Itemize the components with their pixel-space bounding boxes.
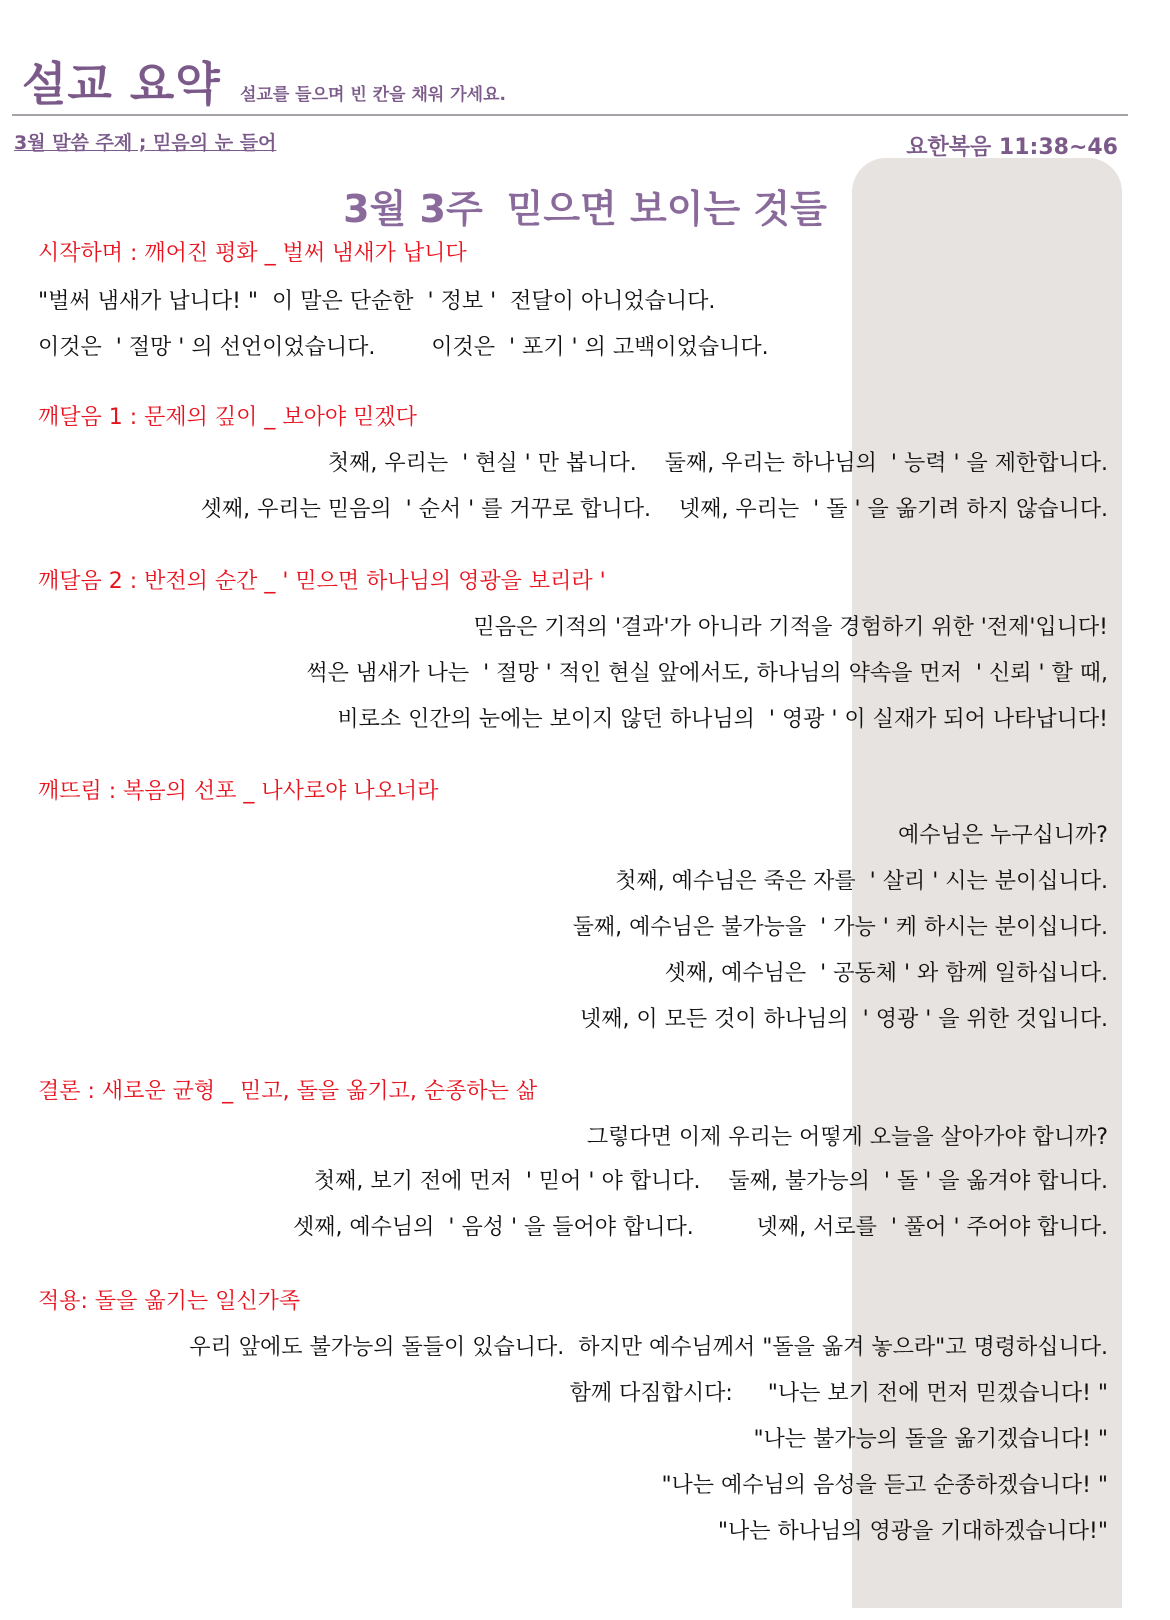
breaking-line: 첫째, 예수님은 죽은 자를 ' 살리 ' 시는 분이십니다.: [615, 869, 1108, 894]
breaking-line: 둘째, 예수님은 불가능을 ' 가능 ' 케 하시는 분이십니다.: [572, 915, 1108, 940]
header-divider: [12, 114, 1128, 116]
sermon-week: 3월 3주: [343, 187, 483, 231]
application-line: 우리 앞에도 불가능의 돌들이 있습니다. 하지만 예수님께서 "돌을 옮겨 놓으라"고 명령하십니다.: [189, 1335, 1108, 1360]
section-heading-conclusion: 결론 : 새로운 균형 _ 믿고, 돌을 옮기고, 순종하는 삶: [38, 1079, 538, 1104]
breaking-line: 예수님은 누구십니까?: [898, 823, 1108, 848]
section-heading-realization-1: 깨달음 1 : 문제의 깊이 _ 보아야 믿겠다: [38, 405, 417, 430]
intro-line: 이것은 ' 절망 ' 의 선언이었습니다. 이것은 ' 포기 ' 의 고백이었습니다.: [38, 335, 769, 360]
application-line: 함께 다짐합시다: "나는 보기 전에 먼저 믿겠습니다! ": [569, 1381, 1108, 1406]
section-heading-application: 적용: 돌을 옮기는 일신가족: [38, 1289, 301, 1314]
section-heading-realization-2: 깨달음 2 : 반전의 순간 _ ' 믿으면 하나님의 영광을 보리라 ': [38, 569, 606, 594]
application-line: "나는 하나님의 영광을 기대하겠습니다!": [717, 1519, 1108, 1544]
conclusion-line: 셋째, 예수님의 ' 음성 ' 을 들어야 합니다. 넷째, 서로를 ' 풀어 ' 주어야 합니다.: [292, 1215, 1108, 1240]
month-theme: 3월 말씀 주제 ; 믿음의 눈 들어: [14, 132, 277, 154]
intro-line: "벌써 냄새가 납니다! " 이 말은 단순한 ' 정보 ' 전달이 아니었습니다.: [38, 289, 716, 314]
breaking-line: 넷째, 이 모든 것이 하나님의 ' 영광 ' 을 위한 것입니다.: [579, 1007, 1108, 1032]
application-line: "나는 예수님의 음성을 듣고 순종하겠습니다! ": [661, 1473, 1108, 1498]
section-heading-intro: 시작하며 : 깨어진 평화 _ 벌써 냄새가 납니다: [38, 241, 467, 266]
breaking-line: 셋째, 예수님은 ' 공동체 ' 와 함께 일하십니다.: [664, 961, 1108, 986]
page-title: 설교 요약: [22, 57, 221, 111]
realization-1-line: 첫째, 우리는 ' 현실 ' 만 봅니다. 둘째, 우리는 하나님의 ' 능력 ' 을 제한합니다.: [327, 451, 1108, 476]
realization-2-line: 썩은 냄새가 나는 ' 절망 ' 적인 현실 앞에서도, 하나님의 약속을 먼저 ' 신뢰 ' 할 때,: [306, 661, 1108, 686]
scripture-reference: 요한복음 11:38~46: [906, 135, 1118, 160]
instruction-text: 설교를 들으며 빈 칸을 채워 가세요.: [240, 85, 506, 105]
section-heading-breaking: 깨뜨림 : 복음의 선포 _ 나사로야 나오너라: [38, 779, 439, 804]
conclusion-line: 첫째, 보기 전에 먼저 ' 믿어 ' 야 합니다. 둘째, 불가능의 ' 돌 ' 을 옮겨야 합니다.: [313, 1169, 1108, 1194]
realization-1-line: 셋째, 우리는 믿음의 ' 순서 ' 를 거꾸로 합니다. 넷째, 우리는 ' 돌 ' 을 옮기려 하지 않습니다.: [200, 497, 1108, 522]
sermon-title: [0, 178, 1170, 233]
application-line: "나는 불가능의 돌을 옮기겠습니다! ": [753, 1427, 1108, 1452]
realization-2-line: 믿음은 기적의 '결과'가 아니라 기적을 경험하기 위한 '전제'입니다!: [473, 615, 1108, 640]
conclusion-line: 그렇다면 이제 우리는 어떻게 오늘을 살아가야 합니까?: [586, 1125, 1108, 1150]
sermon-title-text: 믿으면 보이는 것들: [506, 187, 827, 231]
realization-2-line: 비로소 인간의 눈에는 보이지 않던 하나님의 ' 영광 ' 이 실재가 되어 나타납니다!: [337, 707, 1108, 732]
